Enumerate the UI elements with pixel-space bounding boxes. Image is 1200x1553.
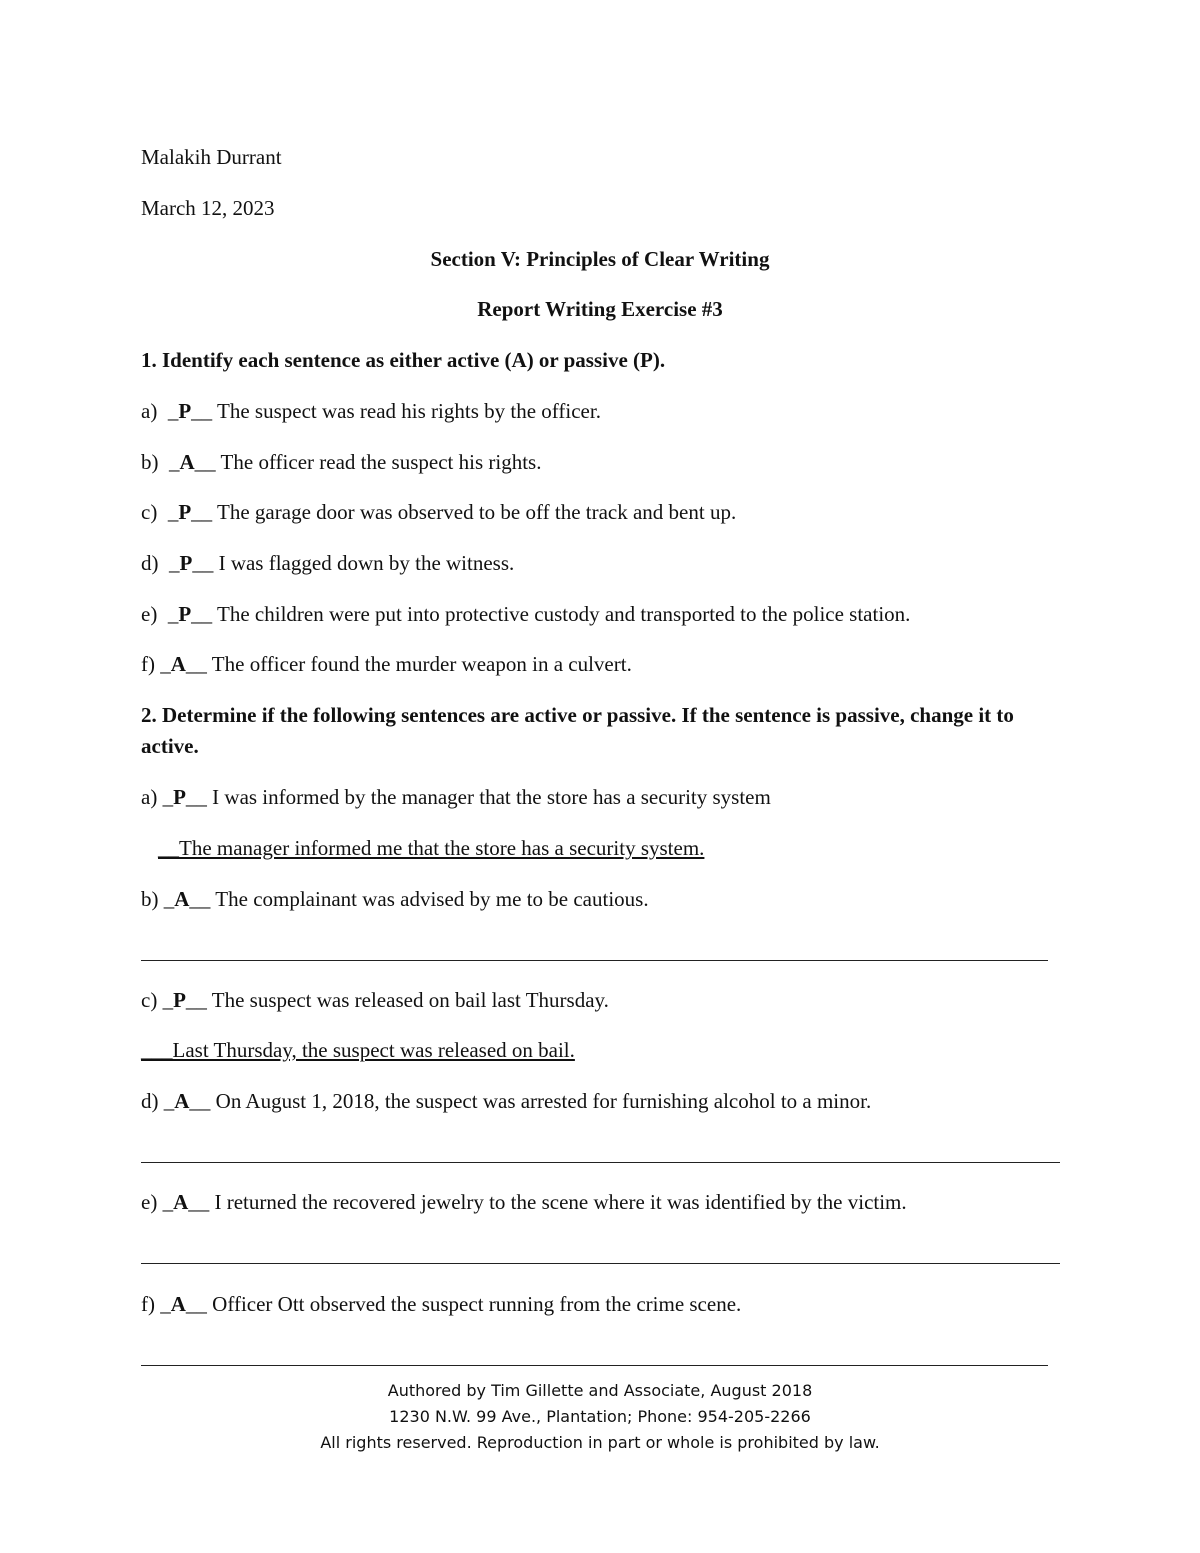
rewrite-answer: ___Last Thursday, the suspect was released on bail. [141, 1038, 575, 1062]
sentence: I was flagged down by the witness. [218, 551, 515, 575]
q2-item [141, 1291, 741, 1317]
answer-mark: A [170, 652, 186, 676]
blank-suffix: __ [191, 399, 213, 423]
sentence: The officer read the suspect his rights. [220, 450, 542, 474]
blank-suffix: __ [185, 652, 207, 676]
item-letter: b) [141, 450, 159, 474]
blank-prefix: _ [162, 1190, 174, 1214]
item-letter: f) [141, 652, 155, 676]
answer-mark: A [173, 1190, 189, 1214]
sentence: I returned the recovered jewelry to the scene where it was identified by the victim. [214, 1190, 907, 1214]
answer-line [141, 1365, 1048, 1366]
sentence: The officer found the murder weapon in a culvert. [211, 652, 632, 676]
q2-item [141, 886, 649, 912]
q2-item [141, 1088, 871, 1114]
blank-suffix: __ [185, 785, 207, 809]
q2-item [141, 784, 771, 810]
student-name: Malakih Durrant [141, 145, 282, 169]
answer-mark: P [178, 500, 192, 524]
item-letter: e) [141, 602, 158, 626]
q2-item [141, 1189, 907, 1215]
footer-rights: All rights reserved. Reproduction in part or whole is prohibited by law. [320, 1433, 880, 1452]
blank-suffix: __ [189, 887, 211, 911]
answer-mark: P [173, 785, 186, 809]
q1-item [141, 651, 632, 677]
sentence: On August 1, 2018, the suspect was arrested for furnishing alcohol to a minor. [215, 1089, 872, 1113]
q1-item [141, 449, 541, 475]
sentence: The suspect was released on bail last Thursday. [211, 988, 609, 1012]
blank-prefix: _ [167, 602, 179, 626]
blank-prefix: _ [163, 887, 175, 911]
answer-line [141, 1263, 1060, 1264]
answer-line [141, 1162, 1060, 1163]
answer-mark: A [174, 1089, 190, 1113]
blank-suffix: __ [185, 1292, 207, 1316]
sentence: The garage door was observed to be off the track and bent up. [217, 500, 737, 524]
blank-suffix: __ [194, 450, 216, 474]
blank-suffix: __ [188, 1190, 210, 1214]
item-letter: a) [141, 399, 158, 423]
sentence: The suspect was read his rights by the officer. [217, 399, 601, 423]
blank-suffix: __ [191, 500, 213, 524]
blank-prefix: _ [167, 500, 179, 524]
rewrite-answer: __The manager informed me that the store has a security system. [158, 836, 705, 860]
sentence: I was informed by the manager that the store has a security system [212, 785, 771, 809]
q1-item [141, 601, 910, 627]
answer-mark: P [173, 988, 186, 1012]
blank-prefix: _ [169, 551, 180, 575]
item-letter: d) [141, 551, 159, 575]
footer-address: 1230 N.W. 99 Ave., Plantation; Phone: 954-205-2266 [389, 1407, 811, 1426]
q1-item [141, 550, 514, 576]
answer-mark: A [174, 887, 190, 911]
item-letter: f) [141, 1292, 155, 1316]
answer-mark: P [178, 399, 192, 423]
blank-suffix: __ [189, 1089, 211, 1113]
blank-prefix: _ [167, 399, 179, 423]
sentence: The children were put into protective custody and transported to the police station. [217, 602, 911, 626]
submission-date: March 12, 2023 [141, 196, 275, 220]
blank-suffix: __ [191, 602, 213, 626]
item-letter: c) [141, 500, 158, 524]
question-1-prompt: 1. Identify each sentence as either active (A) or passive (P). [141, 348, 666, 372]
question-2-prompt: 2. Determine if the following sentences are active or passive. If the sentence is passive, change it to active. [141, 703, 1014, 758]
sentence: Officer Ott observed the suspect running from the crime scene. [212, 1292, 742, 1316]
answer-mark: P [178, 602, 192, 626]
item-letter: c) [141, 988, 158, 1012]
answer-mark: A [179, 450, 195, 474]
q1-item [141, 398, 601, 424]
blank-prefix: _ [160, 652, 171, 676]
blank-prefix: _ [162, 988, 174, 1012]
exercise-title: Report Writing Exercise #3 [477, 297, 723, 321]
item-letter: a) [141, 785, 158, 809]
answer-mark: A [170, 1292, 186, 1316]
blank-prefix: _ [162, 785, 174, 809]
footer-author: Authored by Tim Gillette and Associate, August 2018 [387, 1381, 813, 1400]
q1-item [141, 499, 736, 525]
section-title: Section V: Principles of Clear Writing [430, 247, 770, 271]
q2-item [141, 987, 609, 1013]
blank-suffix: __ [185, 988, 207, 1012]
answer-mark: P [179, 551, 193, 575]
item-letter: b) [141, 887, 159, 911]
sentence: The complainant was advised by me to be cautious. [215, 887, 649, 911]
item-letter: d) [141, 1089, 159, 1113]
blank-prefix: _ [169, 450, 180, 474]
blank-prefix: _ [163, 1089, 175, 1113]
blank-prefix: _ [160, 1292, 171, 1316]
answer-line [141, 960, 1048, 961]
item-letter: e) [141, 1190, 158, 1214]
blank-suffix: __ [192, 551, 214, 575]
